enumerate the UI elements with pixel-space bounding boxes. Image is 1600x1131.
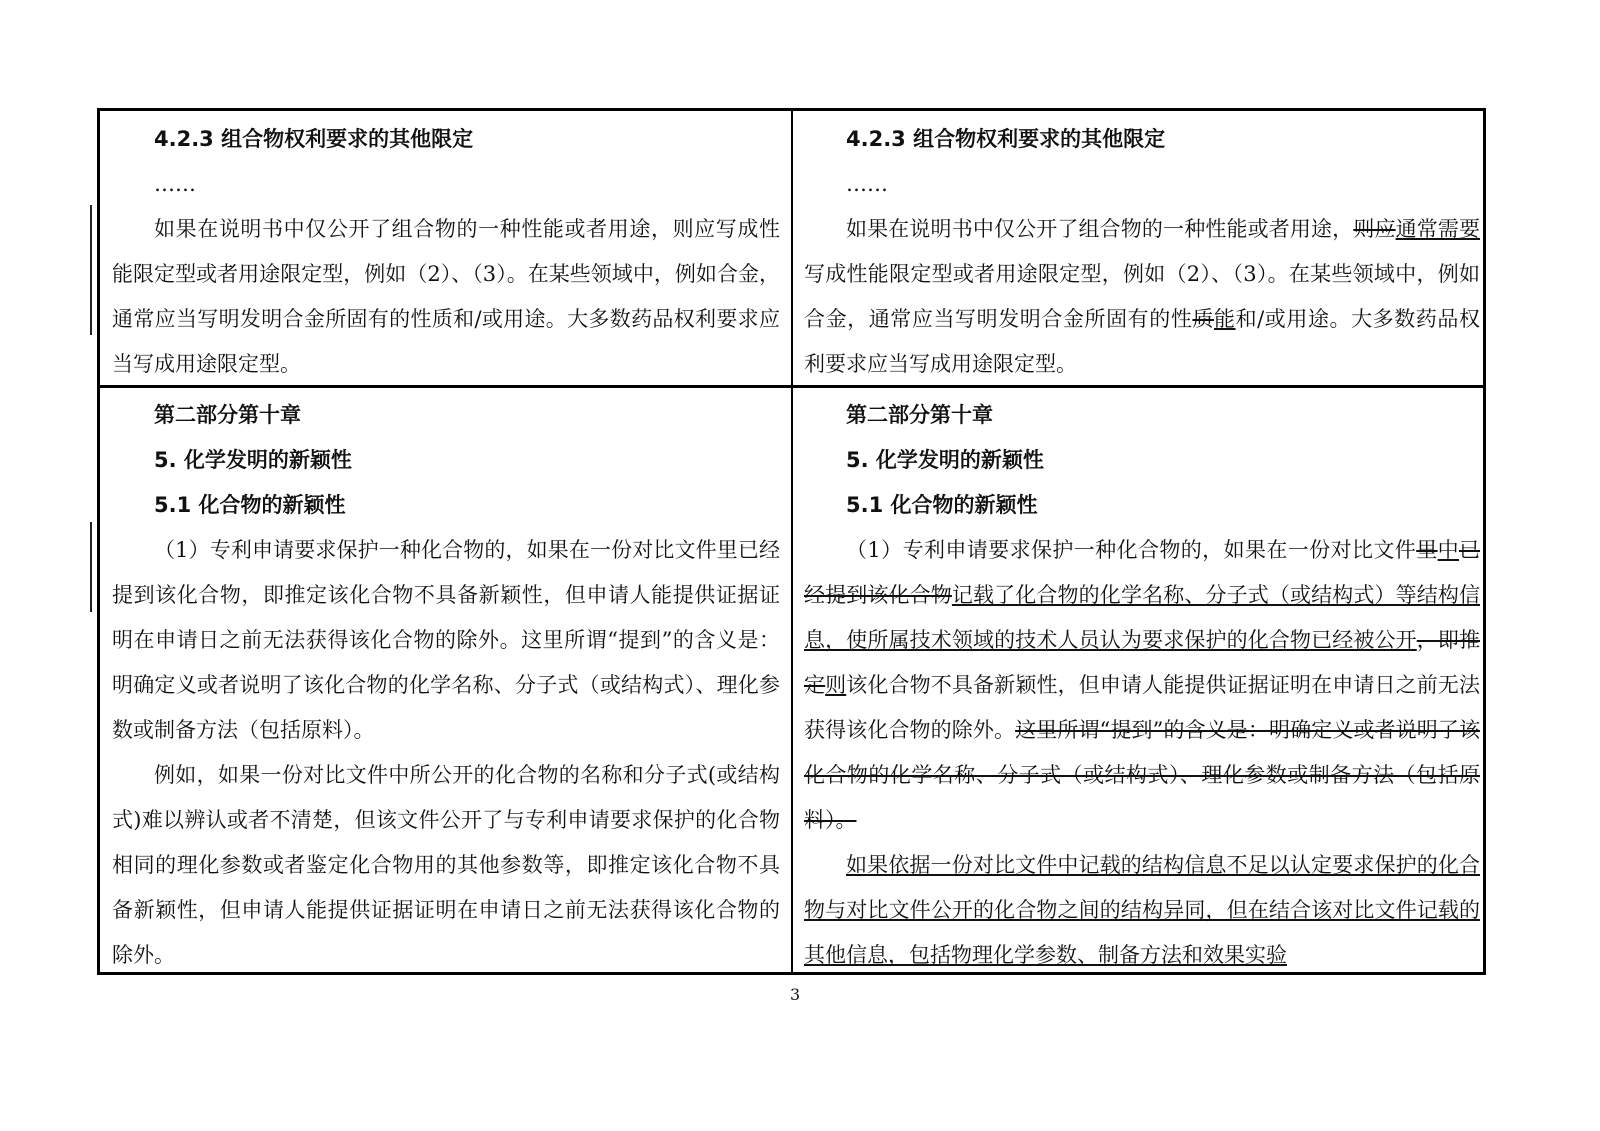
ellipsis: ……: [846, 172, 888, 196]
deleted-text: 已经提到该化合物: [804, 538, 1480, 607]
text: 写成性能限定型或者用途限定型，例如（2）、（3）。在某些领域中，例如合金，通常应当写明发明合金所固有的性: [804, 262, 1480, 331]
paragraph-revised: [804, 207, 1480, 383]
paragraph-inserted: 如果依据一份对比文件中记载的结构信息不足以认定要求保护的化合物与对比文件公开的化合物之间的结构异同，但在结合该对比文件记载的其他信息，包括物理化学参数、制备方法和效果实验: [804, 853, 1480, 967]
page-number: 3: [790, 985, 801, 1004]
text: 和/或用途。大多数药品权利要求应当写成用途限定型。: [804, 307, 1480, 376]
change-bar-top: [90, 205, 92, 335]
change-bar-bottom: [90, 522, 92, 612]
inserted-text: 中: [1437, 538, 1460, 562]
ellipsis: ……: [154, 172, 196, 196]
cell-right-top: [804, 117, 1480, 383]
section-heading: 4.2.3 组合物权利要求的其他限定: [846, 127, 1166, 151]
section-heading: 5. 化学发明的新颖性: [154, 448, 352, 472]
inserted-text: 通常需要: [1395, 217, 1480, 241]
deleted-text: 里: [1416, 538, 1438, 562]
inserted-text: 则: [825, 673, 847, 697]
chapter-heading: 第二部分第十章: [154, 403, 301, 427]
inserted-text: 能: [1213, 307, 1236, 331]
paragraph-revised: [804, 528, 1480, 843]
section-heading: 4.2.3 组合物权利要求的其他限定: [154, 127, 474, 151]
paragraph: 例如，如果一份对比文件中所公开的化合物的名称和分子式(或结构式)难以辨认或者不清楚，但该文件公开了与专利申请要求保护的化合物相同的理化参数或者鉴定化合物用的其他参数等，即推定该化合物不具备新颖性，但申请人能提供证据证明在申请日之前无法获得该化合物的除外。: [112, 763, 780, 967]
deleted-text: 这里所谓“提到”的含义是：明确定义或者说明了该化合物的化学名称、分子式（或结构式）、理化参数或制备方法（包括原料）。: [804, 718, 1480, 832]
paragraph: （1）专利申请要求保护一种化合物的，如果在一份对比文件里已经提到该化合物，即推定该化合物不具备新颖性，但申请人能提供证据证明在申请日之前无法获得该化合物的除外。这里所谓“提到”的含义是：明确定义或者说明了该化合物的化学名称、分子式（或结构式）、理化参数或制备方法（包括原料）。: [112, 538, 780, 742]
cell-left-top: [112, 117, 780, 383]
cell-right-bottom: [804, 393, 1480, 969]
text: 该化合物不具备新颖性，但申请人能提供证据证明在申请日之前无法获得该化合物的除外。: [804, 673, 1480, 742]
subsection-heading: 5.1 化合物的新颖性: [846, 493, 1038, 517]
deleted-text: 则应: [1353, 217, 1396, 241]
text: （1）专利申请要求保护一种化合物的，如果在一份对比文件: [846, 538, 1417, 562]
paragraph: 如果在说明书中仅公开了组合物的一种性能或者用途，则应写成性能限定型或者用途限定型，例如（2）、（3）。在某些领域中，例如合金，通常应当写明发明合金所固有的性质和/或用途。大多数药品权利要求应当写成用途限定型。: [112, 217, 780, 376]
section-heading: 5. 化学发明的新颖性: [846, 448, 1044, 472]
subsection-heading: 5.1 化合物的新颖性: [154, 493, 346, 517]
comparison-table: [97, 108, 1486, 975]
deleted-text: 质: [1192, 307, 1214, 331]
chapter-heading: 第二部分第十章: [846, 403, 993, 427]
text: 如果在说明书中仅公开了组合物的一种性能或者用途，: [846, 217, 1354, 241]
inserted-text: 记载了化合物的化学名称、分子式（或结构式）等结构信息，使所属技术领域的技术人员认为要求保护的化合物已经被公开: [804, 583, 1480, 652]
column-divider: [791, 111, 793, 972]
row-divider: [100, 385, 1483, 388]
deleted-text: ，即推定: [804, 628, 1480, 697]
cell-left-bottom: [112, 393, 780, 969]
